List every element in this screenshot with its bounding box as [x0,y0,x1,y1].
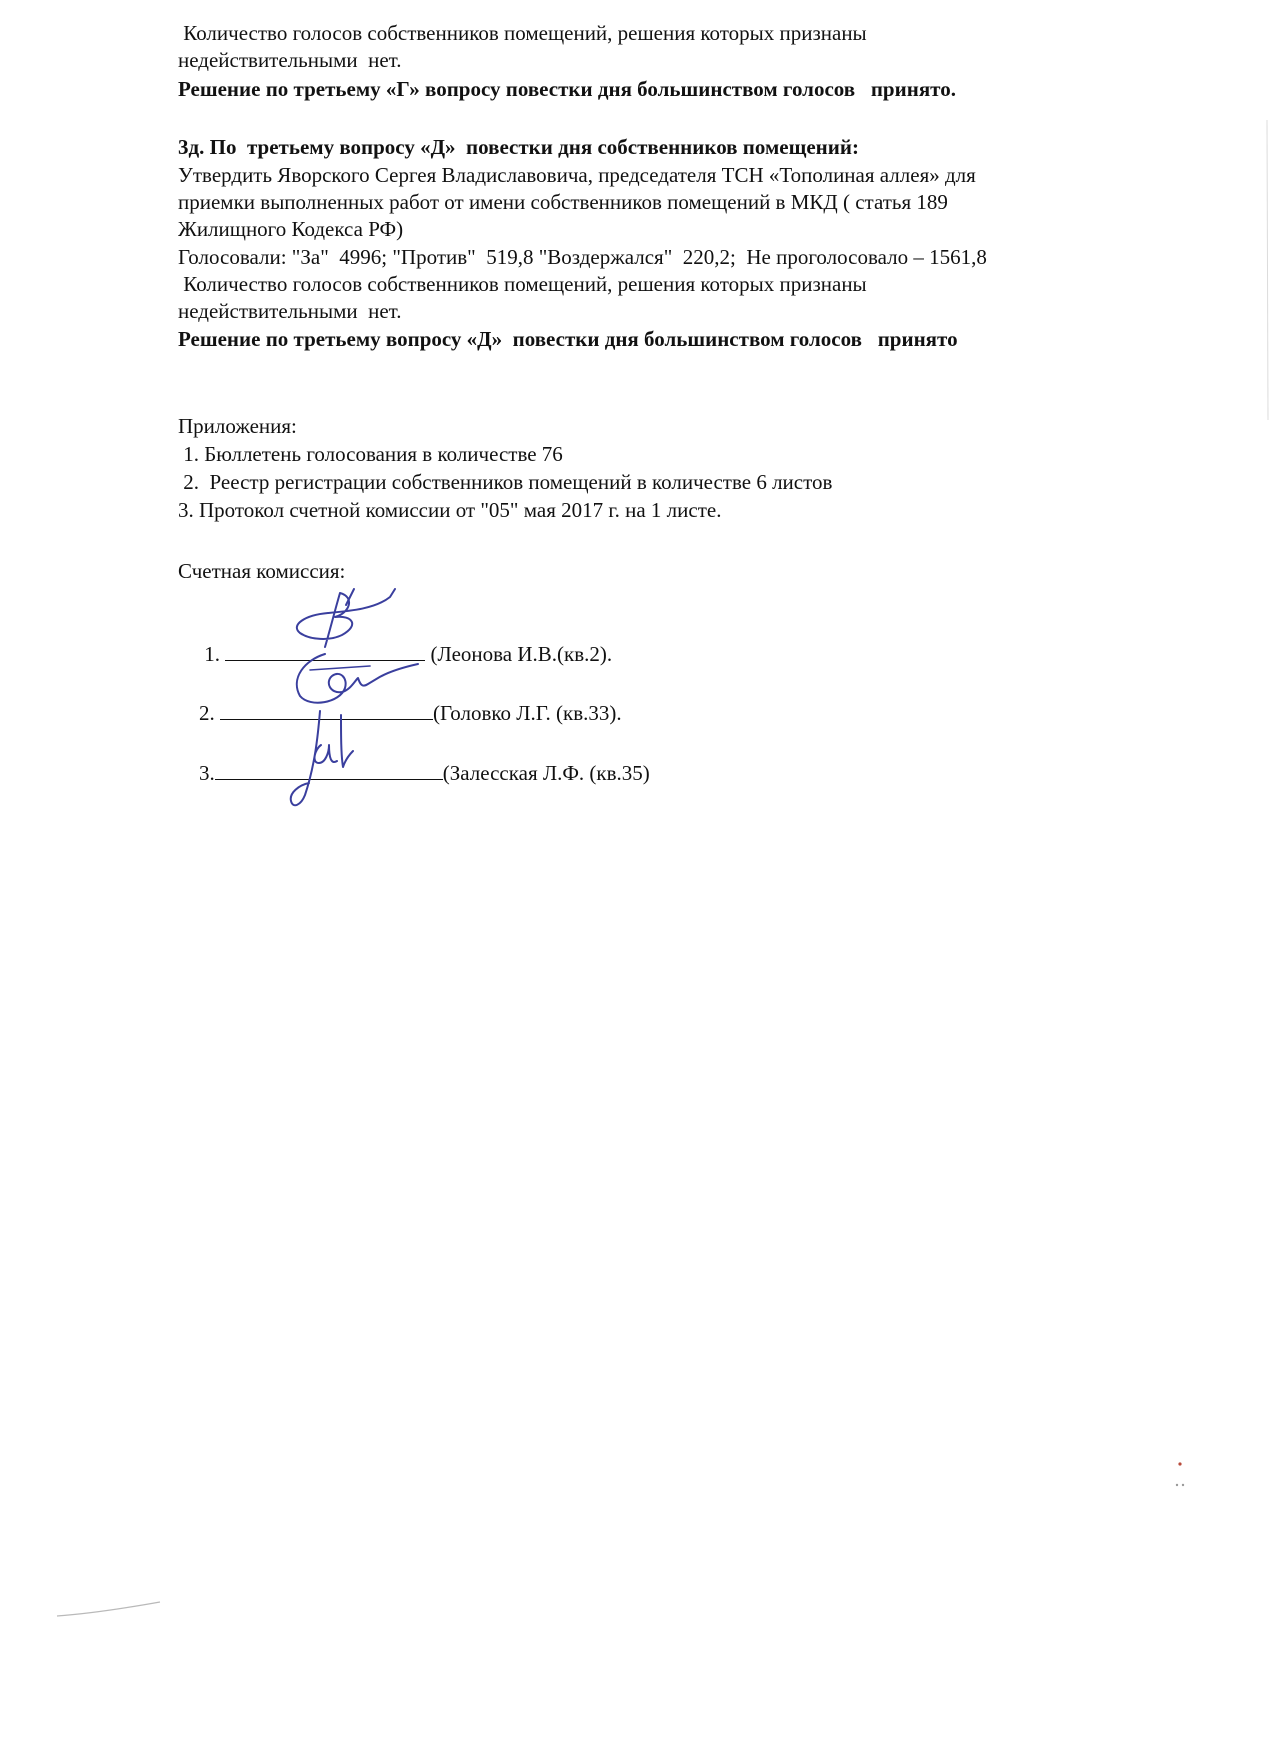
section-g-decision: Решение по третьему «Г» вопросу повестки дня большинством голосов принято. [178,77,956,101]
commission-title: Счетная комиссия: [178,559,346,583]
attachment-item: 3. Протокол счетной комиссии от "05" мая 2017 г. на 1 листе. [178,498,722,522]
section-d-text2: приемки выполненных работ от имени собственников помещений в МКД ( статья 189 [178,190,948,214]
section-d-heading: 3д. По третьему вопросу «Д» повестки дня собственников помещений: [178,135,859,159]
scan-artifact-line [55,1600,165,1620]
section-d-decision: Решение по третьему вопросу «Д» повестки дня большинством голосов принято [178,327,958,351]
section-g-invalid-line1: Количество голосов собственников помещений, решения которых признаны [178,21,867,45]
member-number: 2. [199,701,220,725]
commission-member-3 [178,734,650,812]
member-name: (Головко Л.Г. (кв.33). [433,701,622,725]
member-number: 1. [199,642,226,666]
attachment-item: 1. Бюллетень голосования в количестве 76 [178,442,563,466]
attachment-item: 2. Реестр регистрации собственников помещений в количестве 6 листов [178,470,833,494]
section-d-text3: Жилищного Кодекса РФ) [178,217,404,241]
scan-artifact-dots [1170,1460,1190,1490]
signature-2-mark [270,648,430,713]
signature-1-mark [280,585,420,655]
section-d-invalid-line1: Количество голосов собственников помещений, решения которых признаны [178,272,867,296]
attachments-title: Приложения: [178,414,297,438]
section-d-text1: Утвердить Яворского Сергея Владиславовича, председателя ТСН «Тополиная аллея» для [178,163,976,187]
section-d-votes: Голосовали: "За" 4996; "Против" 519,8 "Воздержался" 220,2; Не проголосовало – 1561,8 [178,245,987,269]
signature-3-mark [285,705,375,815]
section-d-invalid-line2: недействительными нет. [178,299,402,323]
section-g-invalid-line2: недействительными нет. [178,48,402,72]
member-name: (Леонова И.В.(кв.2). [425,642,613,666]
scan-edge-shadow [1262,120,1272,420]
member-number: 3. [199,761,215,785]
member-name: (Залесская Л.Ф. (кв.35) [442,761,650,785]
